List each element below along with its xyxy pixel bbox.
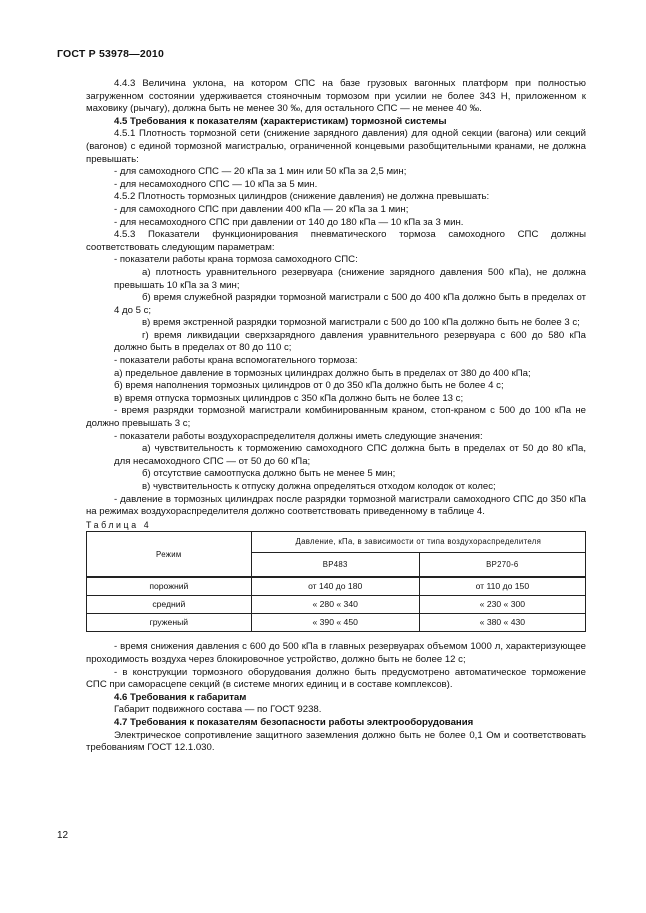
text-section-top	[86, 78, 586, 519]
section-heading: 4.6 Требования к габаритам	[114, 691, 247, 703]
page-number: 12	[57, 830, 69, 841]
paragraph: Электрическое сопротивление защитного заземления должно быть не более 0,1 Ом и соответствовать требованиям ГОСТ 12.1.030.	[86, 729, 586, 754]
paragraph: - в конструкции тормозного оборудования должно быть предусмотрено автоматическое торможение СПС при саморасцепе секций (в системе многих единиц и в составе комплексов).	[86, 666, 586, 691]
text-section-bottom	[86, 641, 586, 754]
cell-mode: порожний	[87, 577, 252, 596]
paragraph: б) время наполнения тормозных цилиндров от 0 до 350 кПа должно быть не более 4 с;	[114, 380, 504, 392]
header-vr270: ВР270-6	[419, 552, 585, 577]
paragraph: - для самоходного СПС при давлении 400 кПа — 20 кПа за 1 мин;	[114, 203, 409, 215]
paragraph: в) время отпуска тормозных цилиндров с 350 кПа должно быть не более 13 с;	[114, 392, 464, 404]
table-row	[87, 614, 586, 632]
header-mode: Режим	[87, 532, 252, 578]
paragraph: 4.5.3 Показатели функционирования пневматического тормоза самоходного СПС должны соответствовать следующим параметрам:	[86, 229, 586, 253]
paragraph: 4.5.2 Плотность тормозных цилиндров (снижение давления) не должна превышать:	[114, 191, 490, 203]
paragraph: - давление в тормозных цилиндрах после разрядки тормозной магистрали самоходного СПС до 350 кПа на режимах воздухораспределителя должно соответствовать приведенному в таблице 4.	[86, 493, 586, 518]
header-pressure: Давление, кПа, в зависимости от типа воздухораспределителя	[251, 532, 585, 552]
cell-vr483: от 140 до 180	[251, 577, 419, 596]
paragraph: - время снижения давления с 600 до 500 кПа в главных резервуарах объемом 1000 л, характеризующее проходимость воздуха через блокировочное устройство, должно быть не более 12 с;	[86, 641, 586, 665]
paragraph: в) чувствительность к отпуску должна определяться отходом колодок от колес;	[142, 481, 496, 492]
table-4	[86, 531, 586, 632]
paragraph: - показатели работы крана тормоза самоходного СПС:	[114, 254, 358, 266]
paragraph: 4.4.3 Величина уклона, на котором СПС на базе грузовых вагонных платформ при полностью загруженном состоянии удерживается стояночным тормозом при усилии не более 343 Н, приложенном к маховику (рычагу), должна быть не менее 30 ‰, для остального СПС — не менее 40 ‰.	[86, 78, 586, 115]
header-vr483: ВР483	[251, 552, 419, 577]
paragraph: б) отсутствие самоотпуска должно быть не менее 5 мин;	[142, 468, 396, 480]
document-header: ГОСТ Р 53978—2010	[57, 48, 165, 60]
paragraph: в) время экстренной разрядки тормозной магистрали с 500 до 100 кПа должно быть не более 3 с;	[142, 317, 580, 329]
paragraph: б) время служебной разрядки тормозной магистрали с 500 до 400 кПа должно быть в пределах от 4 до 5 с;	[114, 292, 586, 316]
cell-vr483: « 390 « 450	[251, 614, 419, 632]
paragraph: - показатели работы крана вспомогательного тормоза:	[114, 355, 358, 367]
cell-vr270: от 110 до 150	[419, 577, 585, 596]
table-row	[87, 577, 586, 596]
paragraph: - для самоходного СПС — 20 кПа за 1 мин или 50 кПа за 2,5 мин;	[114, 166, 407, 178]
cell-mode: груженый	[87, 614, 252, 632]
table-row	[87, 596, 586, 614]
cell-vr270: « 230 « 300	[419, 596, 585, 614]
paragraph: Габарит подвижного состава — по ГОСТ 9238.	[114, 704, 322, 716]
paragraph: - для несамоходного СПС при давлении от 140 до 180 кПа — 10 кПа за 3 мин.	[114, 216, 464, 228]
paragraph: г) время ликвидации сверхзарядного давления уравнительного резервуара с 600 до 580 кПа должно быть в пределах от 80 до 110 с;	[114, 329, 586, 354]
cell-vr270: « 380 « 430	[419, 614, 585, 632]
cell-vr483: « 280 « 340	[251, 596, 419, 614]
section-heading: 4.5 Требования к показателям (характеристикам) тормозной системы	[114, 115, 447, 127]
paragraph: 4.5.1 Плотность тормозной сети (снижение зарядного давления) для одной секции (вагона) или секций (вагонов) с единой тормозной магистралью, ограниченной концевыми разобщительными кранами, не должна превышать:	[86, 128, 586, 165]
paragraph: - для несамоходного СПС — 10 кПа за 5 мин.	[114, 178, 318, 190]
section-heading: 4.7 Требования к показателям безопасности работы электрооборудования	[114, 716, 474, 728]
paragraph: - время разрядки тормозной магистрали комбинированным краном, стоп-краном с 500 до 100 кПа не должно превышать 3 с;	[86, 405, 586, 430]
paragraph: а) плотность уравнительного резервуара (снижение зарядного давления 500 кПа), не должна превышать 10 кПа за 3 мин;	[114, 266, 586, 291]
paragraph: а) чувствительность к торможению самоходного СПС должна быть в пределах от 50 до 80 кПа, для несамоходного СПС — от 50 до 60 кПа;	[114, 443, 586, 467]
document-body	[86, 78, 586, 755]
table-caption: Таблица 4	[86, 519, 152, 530]
paragraph: - показатели работы воздухораспределителя должны иметь следующие значения:	[114, 430, 483, 442]
cell-mode: средний	[87, 596, 252, 614]
paragraph: а) предельное давление в тормозных цилиндрах должно быть в пределах от 380 до 400 кПа;	[114, 367, 531, 379]
